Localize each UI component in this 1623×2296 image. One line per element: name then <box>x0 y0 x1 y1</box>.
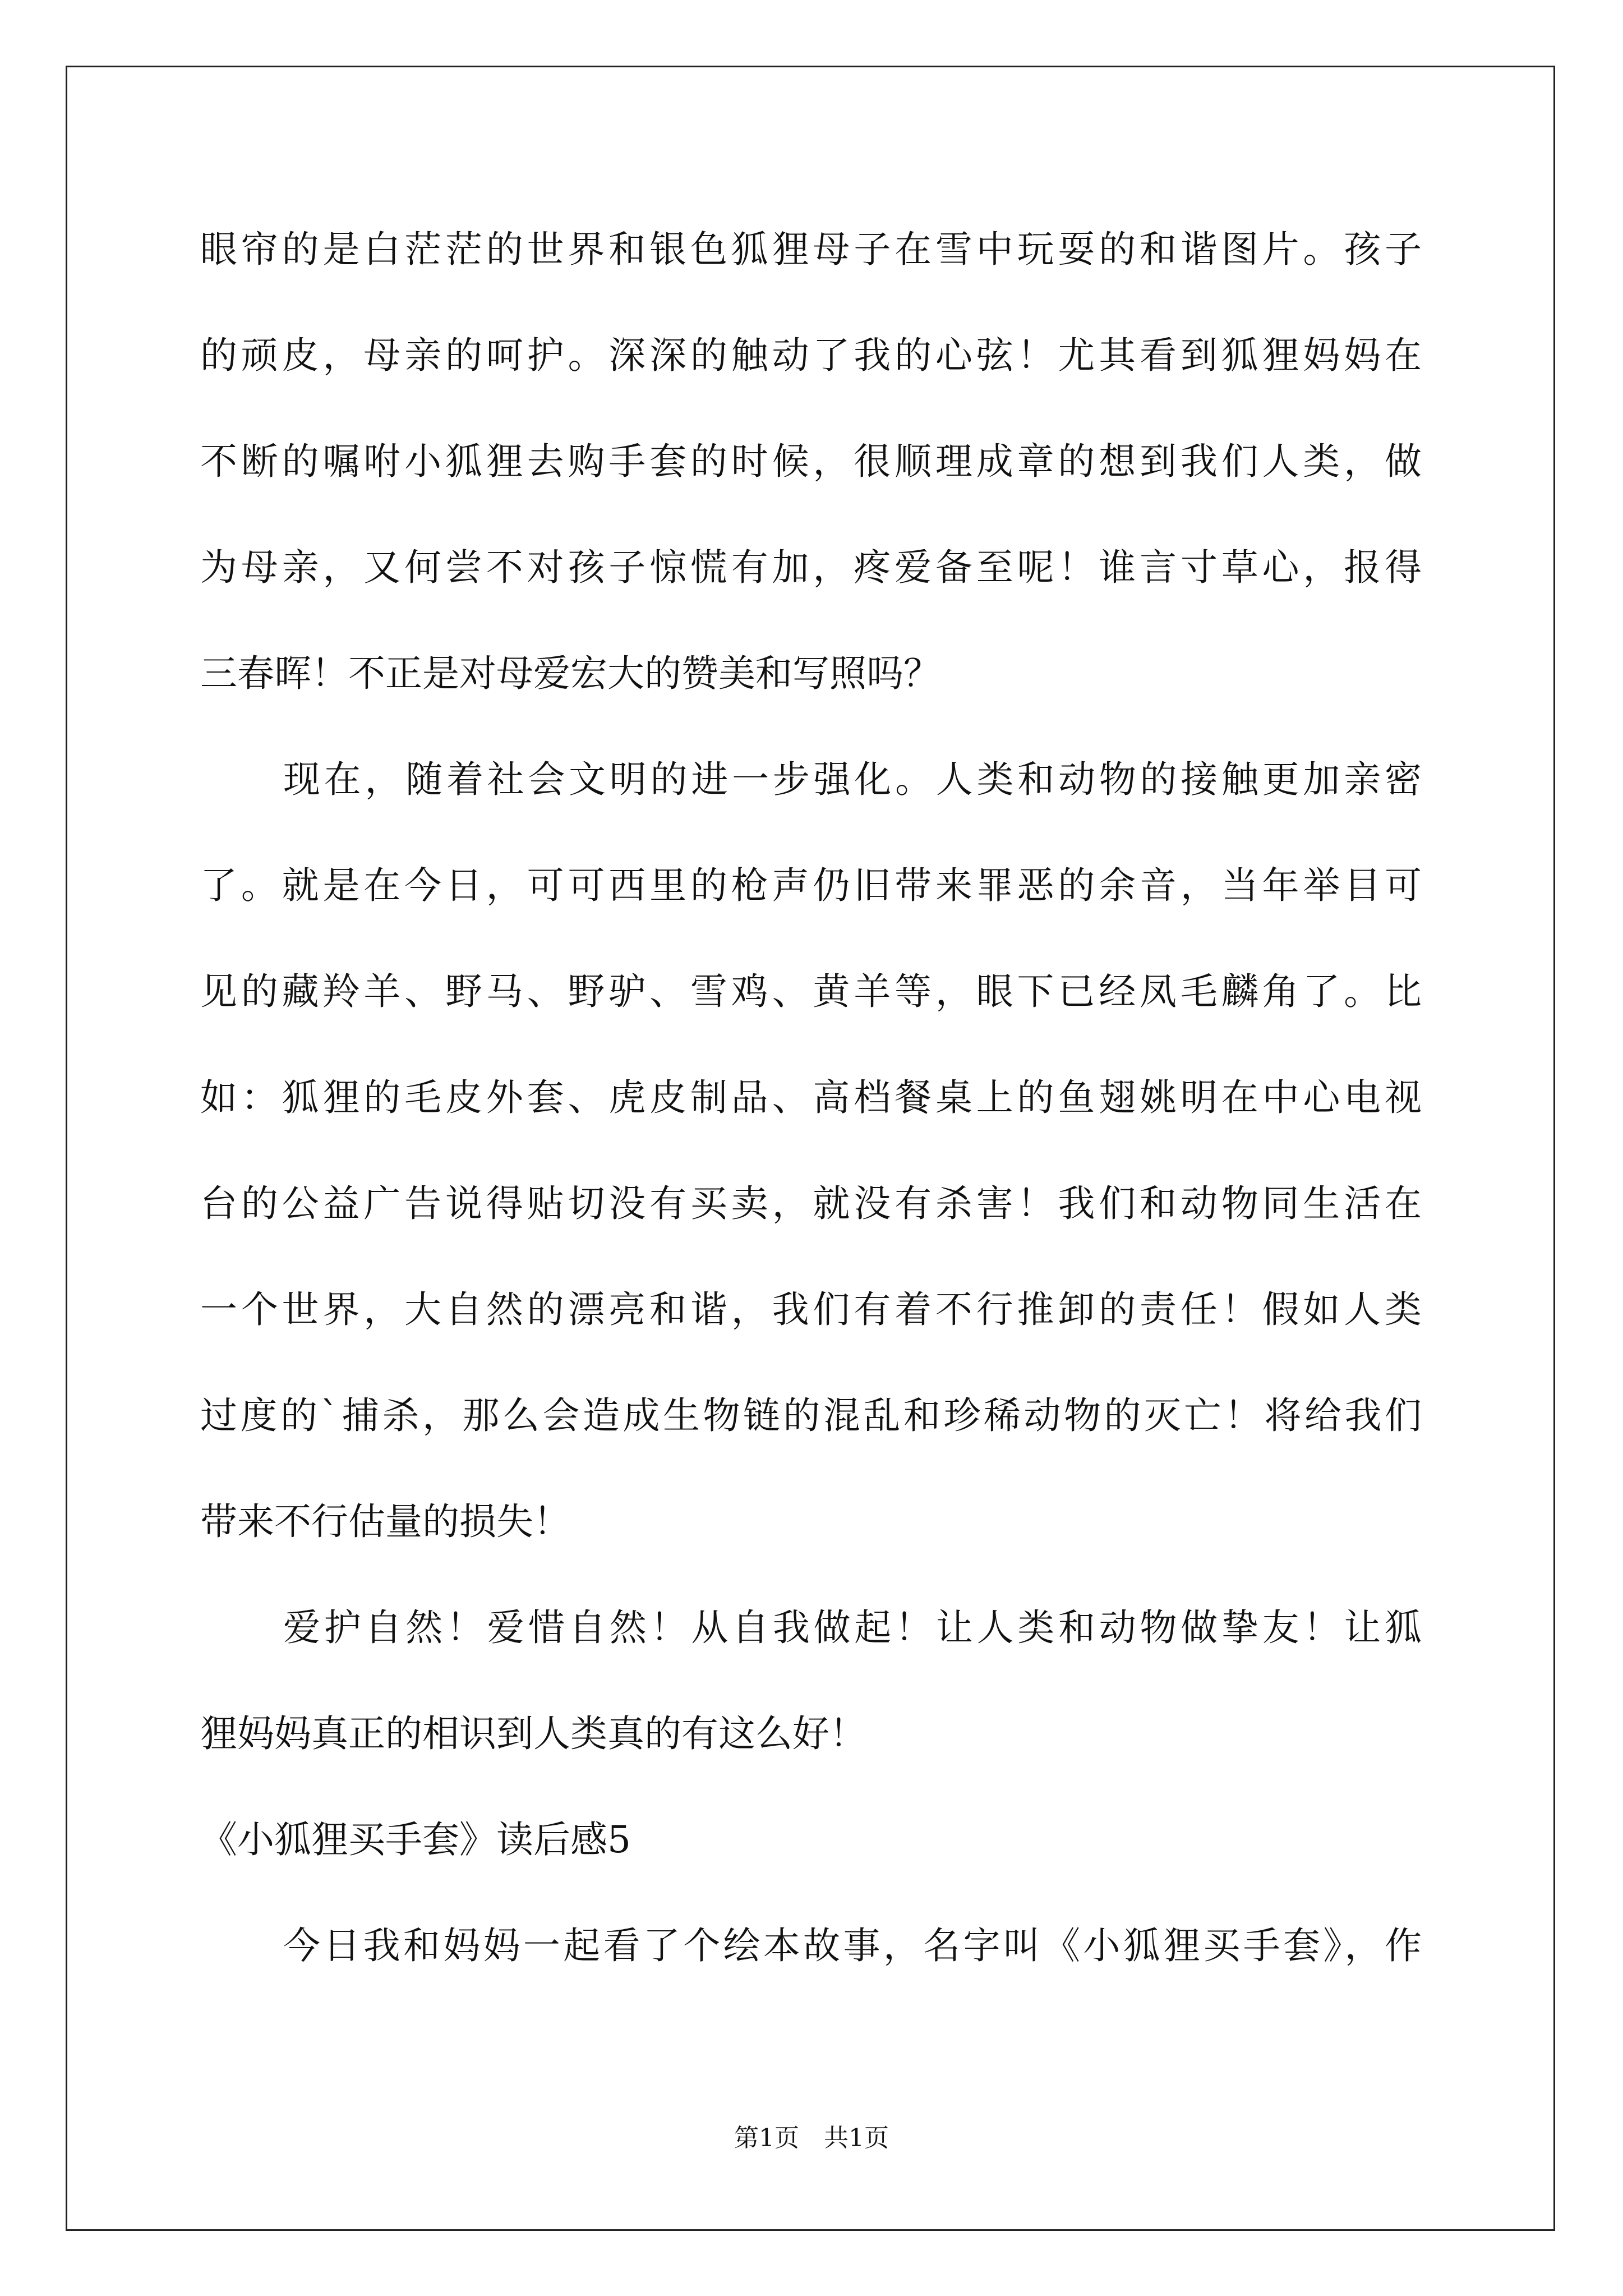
text-line: 如：狐狸的毛皮外套、虎皮制品、高档餐桌上的鱼翅姚明在中心电视 <box>200 1076 1422 1119</box>
paragraph-1 <box>200 208 1422 738</box>
paragraph-3 <box>200 1586 1422 1798</box>
text-line: 眼帘的是白茫茫的世界和银色狐狸母子在雪中玩耍的和谐图片。孩子 <box>200 228 1422 271</box>
text-line: 带来不行估量的损失！ <box>200 1500 570 1543</box>
text-line: 了。就是在今日，可可西里的枪声仍旧带来罪恶的余音，当年举目可 <box>200 864 1422 907</box>
paragraph-4 <box>200 1904 1422 2010</box>
text-line: 今日我和妈妈一起看了个绘本故事，名字叫《小狐狸买手套》，作 <box>283 1924 1422 1967</box>
text-line: 爱护自然！爱惜自然！从自我做起！让人类和动物做挚友！让狐 <box>283 1606 1422 1649</box>
text-line: 台的公益广告说得贴切没有买卖，就没有杀害！我们和动物同生活在 <box>200 1182 1422 1225</box>
text-line: 三春晖！不正是对母爱宏大的赞美和写照吗？ <box>200 652 940 695</box>
text-line: 一个世界，大自然的漂亮和谐，我们有着不行推卸的责任！假如人类 <box>200 1288 1422 1331</box>
text-line: 的顽皮，母亲的呵护。深深的触动了我的心弦！尤其看到狐狸妈妈在 <box>200 334 1422 377</box>
text-line: 不断的嘱咐小狐狸去购手套的时候，很顺理成章的想到我们人类，做 <box>200 440 1422 483</box>
text-line: 现在，随着社会文明的进一步强化。人类和动物的接触更加亲密 <box>283 758 1422 801</box>
section-heading: 《小狐狸买手套》读后感5 <box>200 1818 631 1861</box>
text-line: 见的藏羚羊、野马、野驴、雪鸡、黄羊等，眼下已经凤毛麟角了。比 <box>200 970 1422 1013</box>
text-line: 过度的`捕杀，那么会造成生物链的混乱和珍稀动物的灭亡！将给我们 <box>200 1394 1422 1437</box>
page-number-footer: 第1页 共1页 <box>734 2124 889 2152</box>
document-body <box>200 208 1422 2010</box>
text-line: 狸妈妈真正的相识到人类真的有这么好！ <box>200 1712 866 1755</box>
paragraph-2 <box>200 738 1422 1586</box>
text-line: 为母亲，又何尝不对孩子惊慌有加，疼爱备至呢！谁言寸草心，报得 <box>200 546 1422 589</box>
